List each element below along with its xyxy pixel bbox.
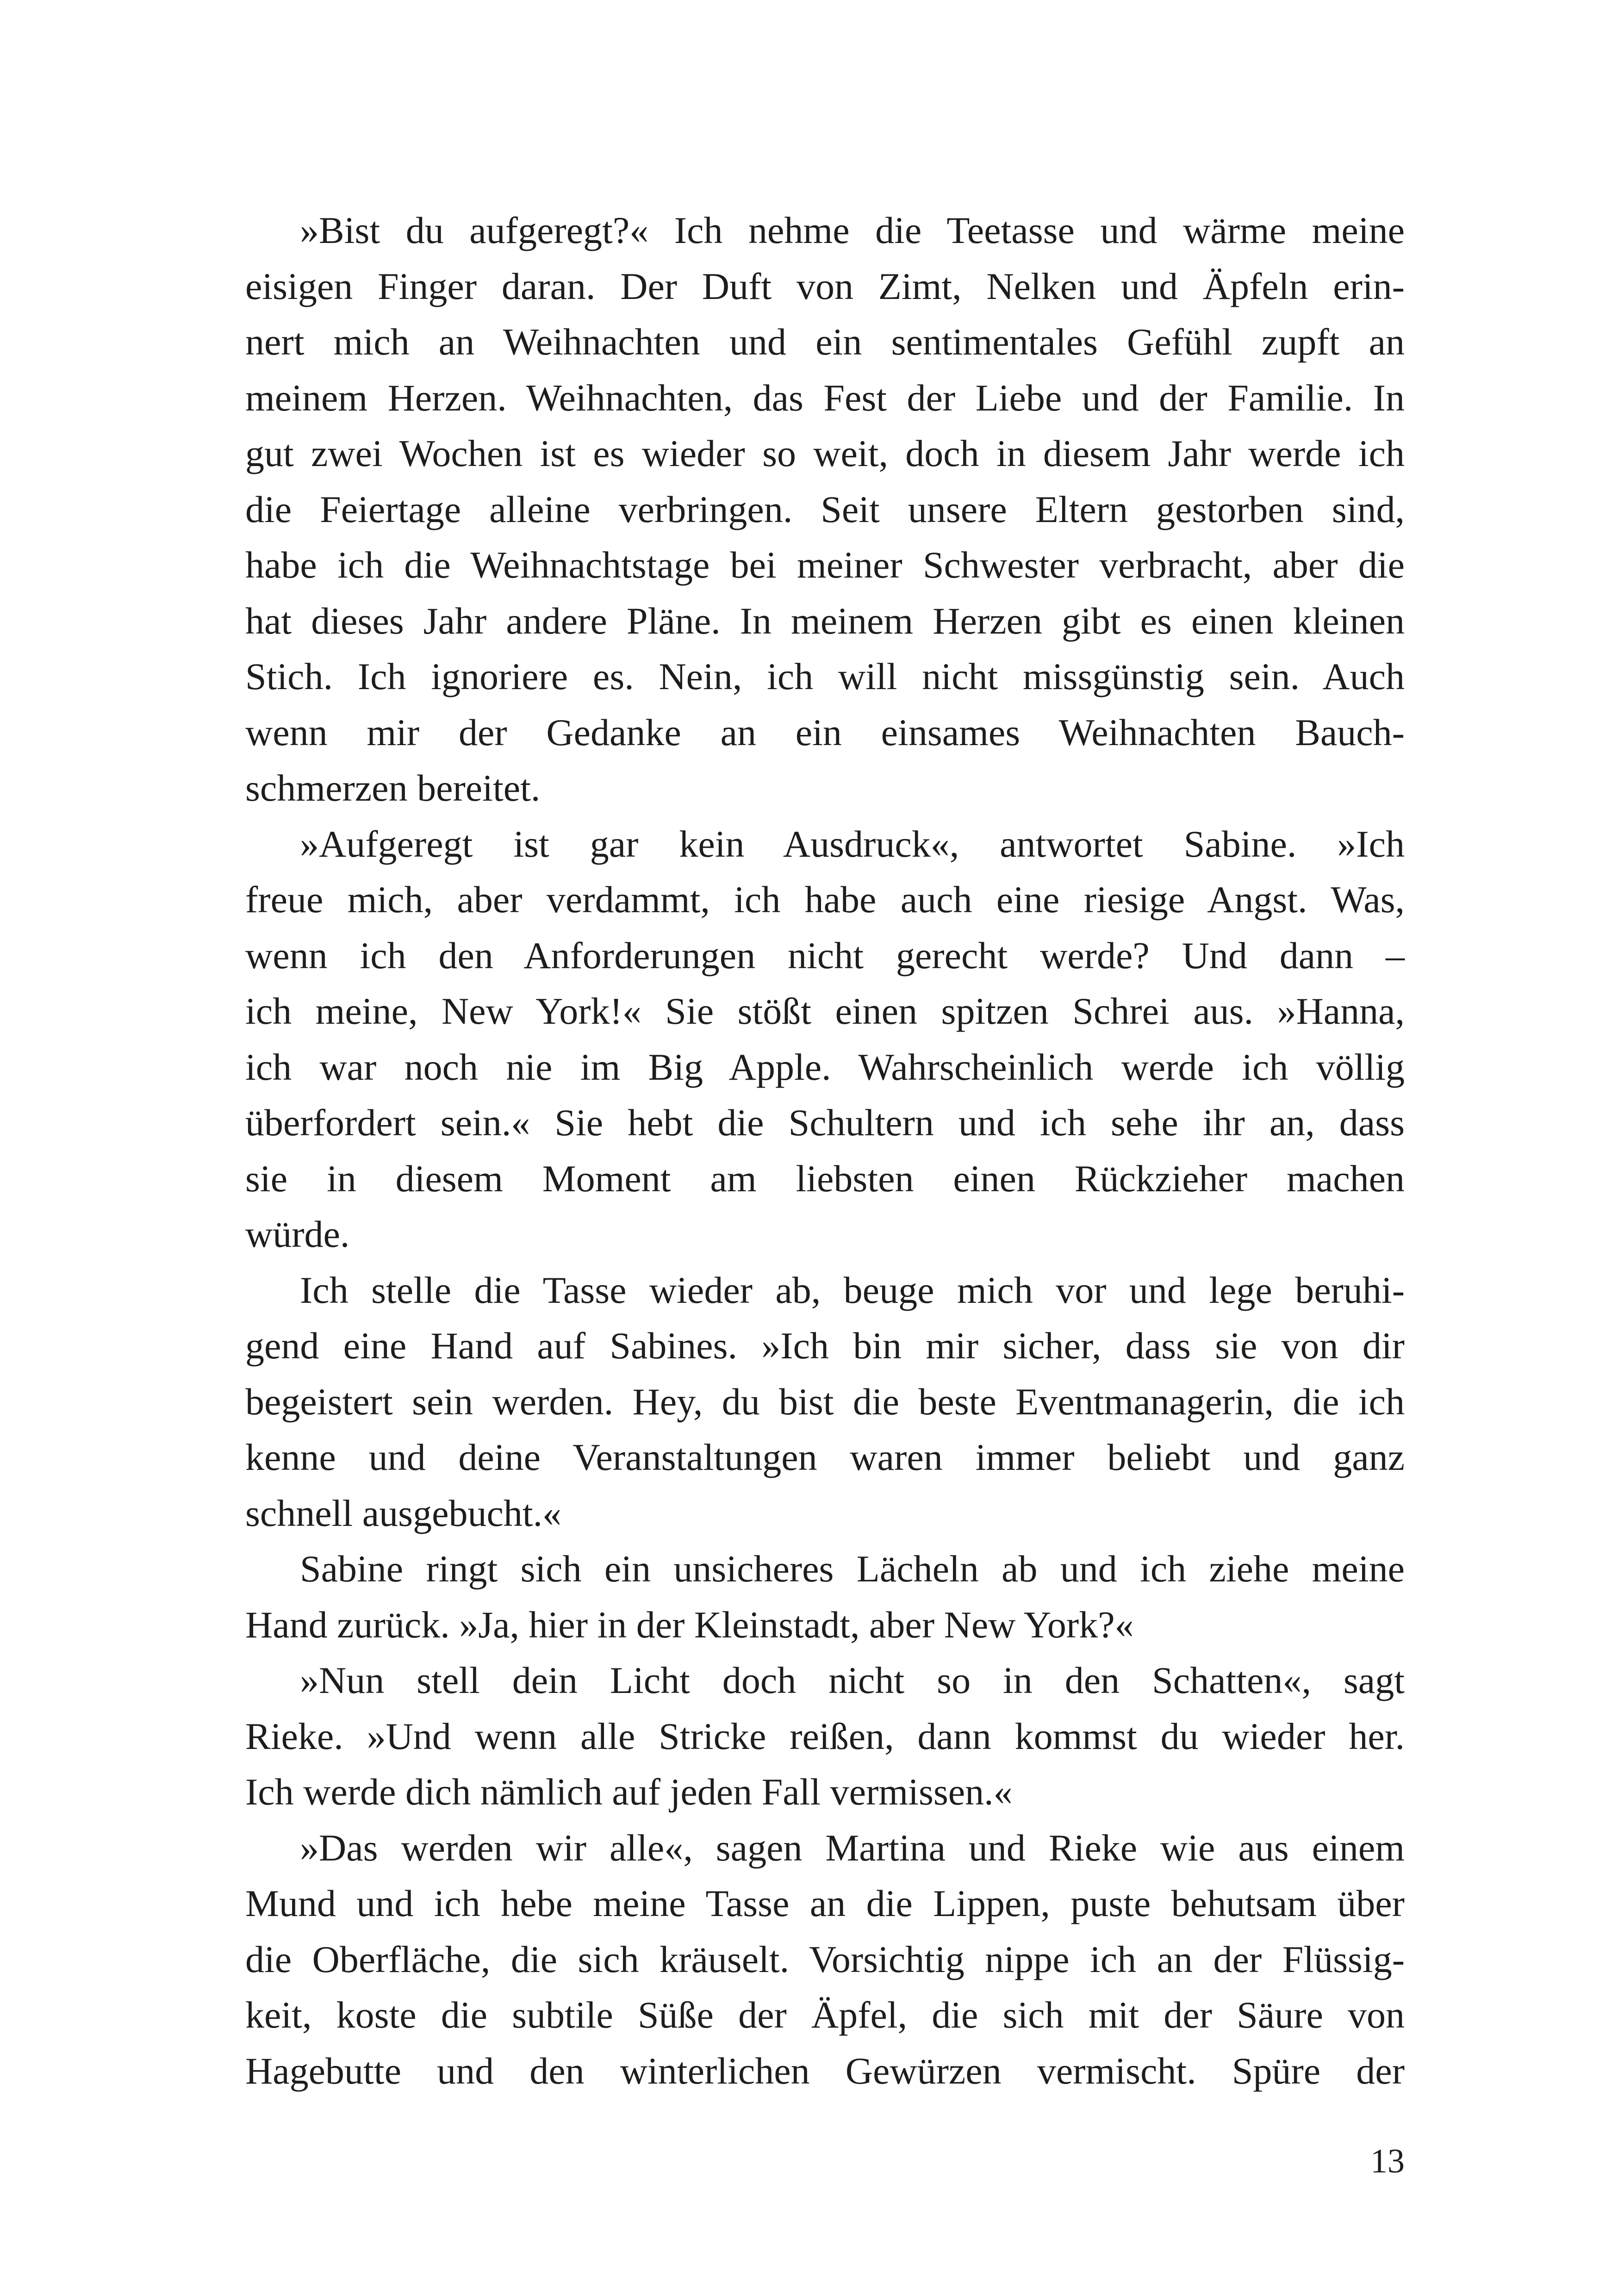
text-line: Ich stelle die Tasse wieder ab, beuge mich vor und lege beruhi- [300, 1269, 1405, 1311]
text-line: ich war noch nie im Big Apple. Wahrscheinlich werde ich völlig [245, 1045, 1405, 1088]
text-line: die Oberfläche, die sich kräuselt. Vorsichtig nippe ich an der Flüssig- [245, 1938, 1405, 1980]
text-line: meinem Herzen. Weihnachten, das Fest der Liebe und der Familie. In [245, 376, 1405, 419]
paragraph [245, 1541, 1405, 1653]
text-line: kenne und deine Veranstaltungen waren immer beliebt und ganz [245, 1436, 1405, 1478]
text-line: wenn mir der Gedanke an ein einsames Weihnachten Bauch- [245, 711, 1405, 753]
text-line: keit, koste die subtile Süße der Äpfel, die sich mit der Säure von [245, 1994, 1405, 2036]
text-line: Rieke. »Und wenn alle Stricke reißen, dann kommst du wieder her. [245, 1715, 1405, 1757]
text-line: »Das werden wir alle«, sagen Martina und Rieke wie aus einem [300, 1826, 1405, 1869]
text-line: Sabine ringt sich ein unsicheres Lächeln ab und ich ziehe meine [300, 1548, 1405, 1590]
text-line: gend eine Hand auf Sabines. »Ich bin mir sicher, dass sie von dir [245, 1325, 1405, 1367]
text-line: schmerzen bereitet. [245, 767, 541, 809]
text-line: würde. [245, 1213, 350, 1255]
text-line: »Bist du aufgeregt?« Ich nehme die Teetasse und wärme meine [300, 209, 1405, 251]
text-line: Mund und ich hebe meine Tasse an die Lippen, puste behutsam über [245, 1882, 1405, 1924]
text-line: habe ich die Weihnachtstage bei meiner Schwester verbracht, aber die [245, 544, 1405, 586]
text-line: ich meine, New York!« Sie stößt einen spitzen Schrei aus. »Hanna, [245, 990, 1405, 1032]
paragraph [245, 1653, 1405, 1820]
text-line: begeistert sein werden. Hey, du bist die beste Eventmanagerin, die ich [245, 1380, 1405, 1423]
text-line: »Nun stell dein Licht doch nicht so in den Schatten«, sagt [300, 1659, 1405, 1701]
body-text [245, 203, 1405, 2099]
text-line: nert mich an Weihnachten und ein sentimentales Gefühl zupft an [245, 321, 1405, 363]
text-line: eisigen Finger daran. Der Duft von Zimt, Nelken und Äpfeln erin- [245, 265, 1405, 307]
text-line: Hagebutte und den winterlichen Gewürzen vermischt. Spüre der [245, 2049, 1405, 2092]
text-line: Ich werde dich nämlich auf jeden Fall vermissen.« [245, 1771, 1013, 1813]
text-line: »Aufgeregt ist gar kein Ausdruck«, antwortet Sabine. »Ich [300, 822, 1405, 865]
paragraph [245, 816, 1405, 1263]
text-line: sie in diesem Moment am liebsten einen Rückzieher machen [245, 1157, 1405, 1200]
paragraph [245, 203, 1405, 816]
text-line: überfordert sein.« Sie hebt die Schultern und ich sehe ihr an, dass [245, 1101, 1405, 1144]
text-line: hat dieses Jahr andere Pläne. In meinem Herzen gibt es einen kleinen [245, 599, 1405, 642]
text-line: schnell ausgebucht.« [245, 1492, 562, 1534]
text-line: die Feiertage alleine verbringen. Seit unsere Eltern gestorben sind, [245, 488, 1405, 530]
text-line: Hand zurück. »Ja, hier in der Kleinstadt, aber New York?« [245, 1603, 1134, 1646]
paragraph [245, 1263, 1405, 1542]
text-line: Stich. Ich ignoriere es. Nein, ich will nicht missgünstig sein. Auch [245, 655, 1405, 697]
text-line: gut zwei Wochen ist es wieder so weit, doch in diesem Jahr werde ich [245, 432, 1405, 474]
page-number: 13 [1370, 2142, 1405, 2180]
paragraph [245, 1820, 1405, 2099]
text-line: wenn ich den Anforderungen nicht gerecht werde? Und dann – [245, 934, 1405, 977]
text-line: freue mich, aber verdammt, ich habe auch eine riesige Angst. Was, [245, 878, 1405, 921]
